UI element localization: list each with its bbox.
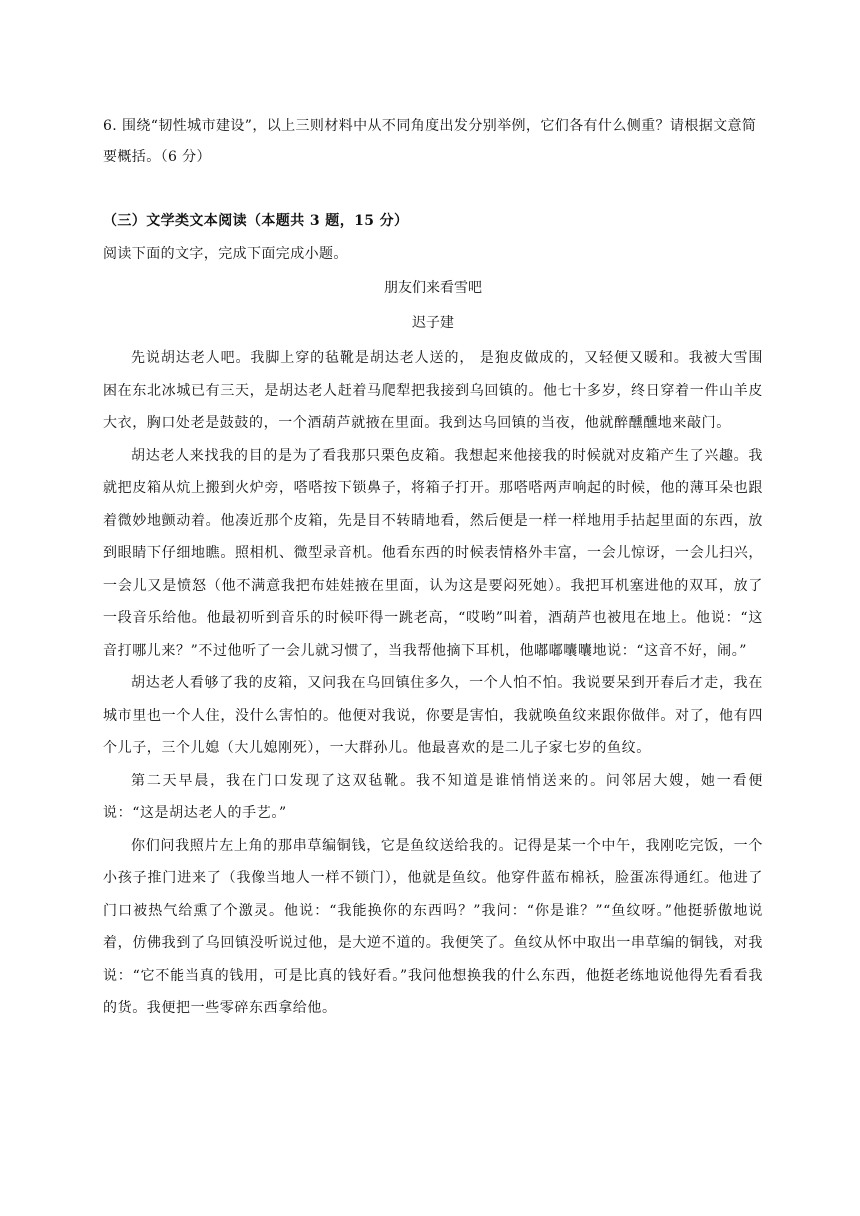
article-paragraph: 第二天早晨，我在门口发现了这双毡靴。我不知道是谁悄悄送来的。问邻居大嫂，她一看便说：“这是胡达老人的手艺。” — [103, 772, 763, 821]
article-title: 朋友们来看雪吧 — [384, 280, 482, 296]
article-body — [103, 342, 763, 1025]
article-paragraph: 先说胡达老人吧。我脚上穿的毡靴是胡达老人送的， 是狍皮做成的，又轻便又暖和。我被大雪围困在东北冰城已有三天，是胡达老人赶着马爬犁把我接到乌回镇的。他七十多岁，终日穿着一件山羊皮大衣，胸口处老是鼓鼓的，一个酒葫芦就掖在里面。我到达乌回镇的当夜，他就醉醺醺地来敲门。 — [103, 350, 763, 431]
reading-instruction: 阅读下面的文字，完成下面完成小题。 — [103, 246, 348, 262]
article-author: 迟子建 — [412, 315, 454, 331]
question-6: 6. 围绕“韧性城市建设”，以上三则材料中从不同角度出发分别举例，它们各有什么侧重？请根据文意简要概括。（6 分） — [103, 118, 757, 165]
article-paragraph: 你们问我照片左上角的那串草编铜钱，它是鱼纹送给我的。记得是某一个中午，我刚吃完饭，一个小孩子推门进来了（我像当地人一样不锁门），他就是鱼纹。他穿件蓝布棉袄，脸蛋冻得通红。他进了门口被热气给熏了个激灵。他说：“我能换你的东西吗？”我问：“你是谁？”“鱼纹呀。”他挺骄傲地说着，仿佛我到了乌回镇没听说过他，是大逆不道的。我便笑了。鱼纹从怀中取出一串草编的铜钱，对我说：“它不能当真的钱用，可是比真的钱好看。”我问他想换我的什么东西，他挺老练地说他得先看看我的货。我便把一些零碎东西拿给他。 — [103, 837, 763, 1016]
section-heading: （三）文学类文本阅读（本题共 3 题，15 分） — [103, 213, 409, 229]
article-paragraph: 胡达老人来找我的目的是为了看我那只栗色皮箱。我想起来他接我的时候就对皮箱产生了兴趣。我就把皮箱从炕上搬到火炉旁，嗒嗒按下锁鼻子，将箱子打开。那嗒嗒两声响起的时候，他的薄耳朵也跟着微妙地颤动着。他凑近那个皮箱，先是目不转睛地看，然后便是一样一样地用手拈起里面的东西，放到眼睛下仔细地瞧。照相机、微型录音机。他看东西的时候表情格外丰富，一会儿惊讶，一会儿扫兴，一会儿又是愤怒（他不满意我把布娃娃掖在里面，认为这是要闷死她）。我把耳机塞进他的双耳，放了一段音乐给他。他最初听到音乐的时候吓得一跳老高，“哎哟”叫着，酒葫芦也被甩在地上。他说：“这音打哪儿来？”不过他听了一会儿就习惯了，当我帮他摘下耳机，他嘟嘟囔囔地说：“这音不好，闹。” — [103, 447, 763, 659]
article-paragraph: 胡达老人看够了我的皮箱，又问我在乌回镇住多久，一个人怕不怕。我说要呆到开春后才走，我在城市里也一个人住，没什么害怕的。他便对我说，你要是害怕，我就唤鱼纹来跟你做伴。对了，他有四个儿子，三个儿媳（大儿媳刚死），一大群孙儿。他最喜欢的是二儿子家七岁的鱼纹。 — [103, 675, 763, 756]
